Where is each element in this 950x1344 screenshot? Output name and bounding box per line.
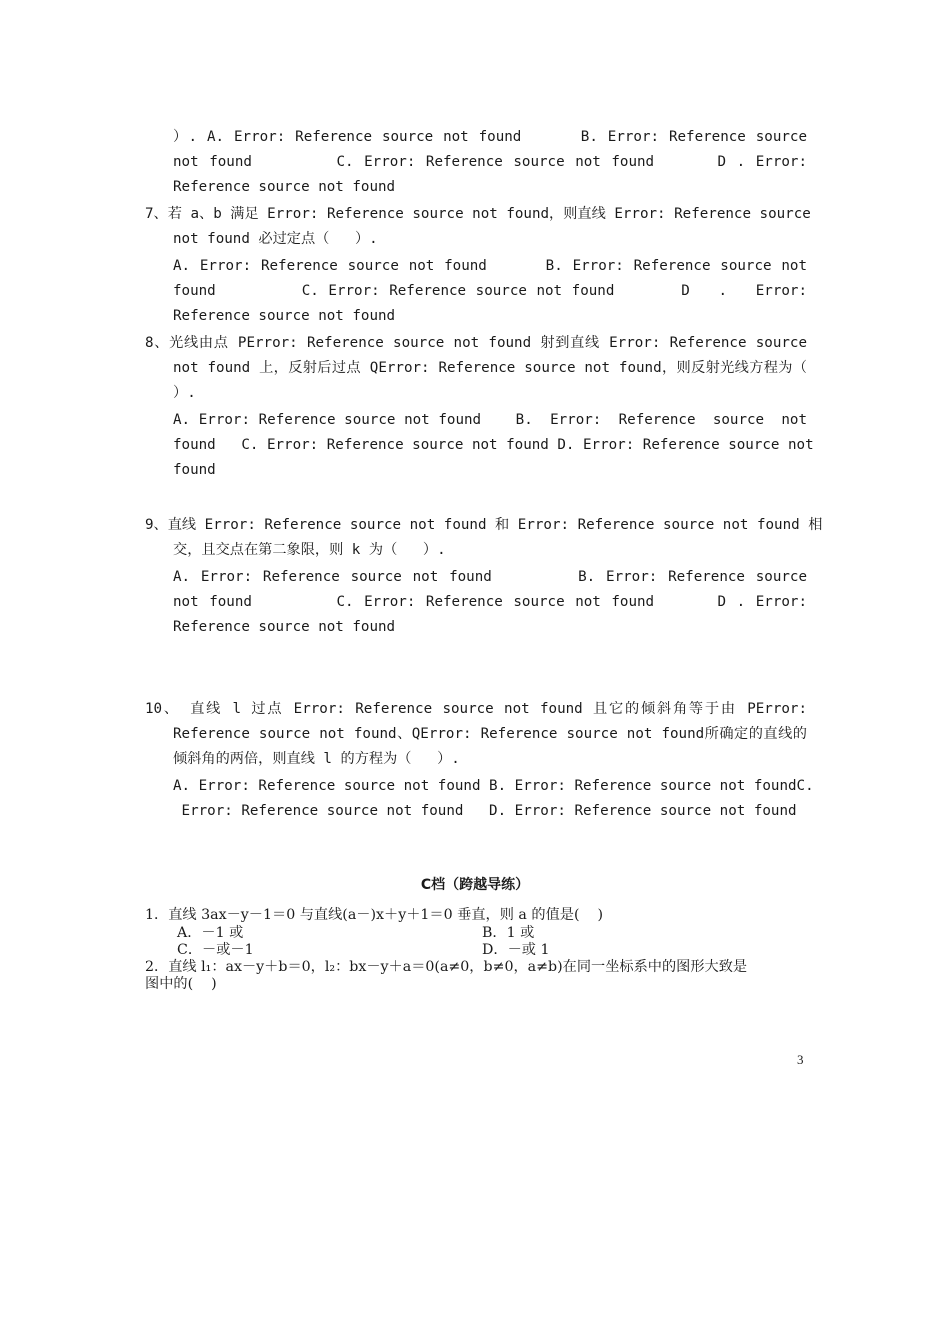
c-q2-stem-line-1: 2．直线 l₁：ax－y＋b＝0，l₂：bx－y＋a＝0(a≠0，b≠0，a≠b)在同一坐标系中的图形大致是	[145, 959, 748, 975]
q10-line-5: Error: Reference source not found D. Error: Reference source not found	[173, 803, 797, 819]
page-number: 3	[797, 1052, 804, 1067]
c-q1-option-a: A．－1 或	[177, 925, 244, 941]
q8-line-5: found C. Error: Reference source not found D. Error: Reference source not	[173, 437, 814, 453]
q9-line-1: 9、直线 Error: Reference source not found 和 Error: Reference source not found 相	[145, 517, 823, 533]
c-q1-stem: 1．直线 3ax－y－1＝0 与直线(a－)x＋y＋1＝0 垂直，则 a 的值是( )	[145, 907, 604, 923]
q8-line-2: not found 上，反射后过点 QError: Reference source not found，则反射光线方程为（	[173, 360, 807, 376]
c-q1-option-d: D．－或 1	[482, 942, 550, 958]
section-c-title: C档（跨越导练）	[420, 877, 530, 893]
q6-line-1: ）. A. Error: Reference source not found B. Error: Reference source	[173, 129, 807, 145]
c-q1-option-b: B．1 或	[482, 925, 535, 941]
c-q1-option-c: C．－或－1	[177, 942, 254, 958]
q7-line-5: Reference source not found	[173, 308, 396, 324]
q10-line-2: Reference source not found、QError: Reference source not found所确定的直线的	[173, 726, 807, 742]
q9-line-2: 交，且交点在第二象限，则 k 为（ ）.	[173, 542, 446, 558]
q10-line-1: 10、 直线 l 过点 Error: Reference source not found 且它的倾斜角等于由 PError:	[145, 701, 807, 717]
q7-line-2: not found 必过定点（ ）.	[173, 231, 378, 247]
c-q2-stem-line-2: 图中的( )	[145, 976, 217, 992]
q10-line-3: 倾斜角的两倍，则直线 l 的方程为（ ）.	[173, 751, 460, 767]
q7-line-3: A. Error: Reference source not found B. Error: Reference source not	[173, 258, 807, 274]
q6-line-2: not found C. Error: Reference source not found D . Error:	[173, 154, 807, 170]
q7-line-1: 7、若 a、b 满足 Error: Reference source not found，则直线 Error: Reference source	[145, 206, 811, 222]
q9-line-3: A. Error: Reference source not found B. Error: Reference source	[173, 569, 807, 585]
q8-line-1: 8、光线由点 PError: Reference source not found 射到直线 Error: Reference source	[145, 335, 807, 351]
q9-line-4: not found C. Error: Reference source not found D . Error:	[173, 594, 807, 610]
q8-line-6: found	[173, 462, 216, 478]
q8-line-4: A. Error: Reference source not found B. Error: Reference source not	[173, 412, 807, 428]
q10-line-4: A. Error: Reference source not found B. Error: Reference source not foundC.	[173, 778, 814, 794]
q8-line-3: ）.	[173, 385, 196, 401]
q6-line-3: Reference source not found	[173, 179, 396, 195]
q9-line-5: Reference source not found	[173, 619, 396, 635]
q7-line-4: found C. Error: Reference source not found D . Error:	[173, 283, 807, 299]
